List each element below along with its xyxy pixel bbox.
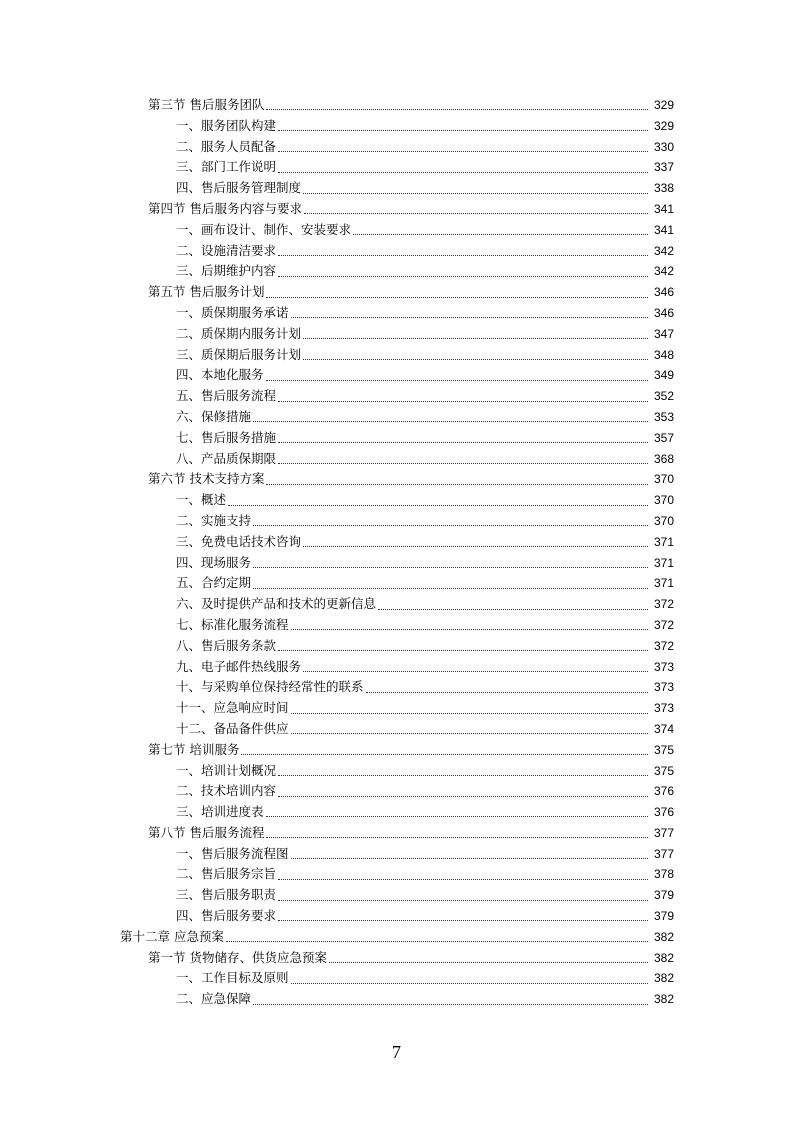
toc-entry-page: 371: [653, 555, 674, 570]
dot-leader: [278, 878, 648, 880]
toc-entry-title: 十一、应急响应时间: [176, 700, 289, 716]
dot-leader: [228, 504, 648, 506]
toc-entry-title: 第七节 培训服务: [148, 741, 240, 757]
dot-leader: [303, 192, 648, 194]
toc-section-entry[interactable]: [0, 948, 793, 969]
toc-entry-title: 第六节 技术支持方案: [148, 471, 265, 487]
toc-entry-page: 370: [653, 513, 674, 528]
toc-entry-page: 372: [653, 638, 674, 653]
toc-entry-title: 二、技术培训内容: [176, 783, 277, 799]
toc-subsection-entry[interactable]: [0, 178, 793, 199]
toc-entry-title: 第八节 售后服务流程: [148, 824, 265, 840]
toc-entry-page: 376: [653, 784, 674, 799]
dot-leader: [291, 982, 648, 984]
dot-leader: [303, 670, 648, 672]
toc-entry-page: 373: [653, 680, 674, 695]
toc-entry-page: 370: [653, 493, 674, 508]
toc-section-entry[interactable]: [0, 95, 793, 116]
dot-leader: [291, 712, 648, 714]
toc-entry-page: 357: [653, 430, 674, 445]
toc-subsection-entry[interactable]: [0, 802, 793, 823]
toc-entry-page: 329: [653, 118, 674, 133]
toc-entry-page: 382: [653, 971, 674, 986]
toc-subsection-entry[interactable]: [0, 864, 793, 885]
toc-subsection-entry[interactable]: [0, 157, 793, 178]
toc-subsection-entry[interactable]: [0, 636, 793, 657]
toc-entry-title: 三、部门工作说明: [176, 159, 277, 175]
toc-entry-title: 六、保修措施: [176, 408, 252, 424]
toc-subsection-entry[interactable]: [0, 594, 793, 615]
dot-leader: [278, 649, 648, 651]
toc-subsection-entry[interactable]: [0, 885, 793, 906]
toc-subsection-entry[interactable]: [0, 261, 793, 282]
page-number: 7: [392, 1042, 401, 1062]
toc-entry-title: 一、服务团队构建: [176, 117, 277, 133]
dot-leader: [253, 524, 648, 526]
toc-entry-page: 342: [653, 264, 674, 279]
toc-entry-page: 375: [653, 763, 674, 778]
toc-entry-title: 五、合约定期: [176, 575, 252, 591]
toc-section-entry[interactable]: [0, 740, 793, 761]
toc-subsection-entry[interactable]: [0, 386, 793, 407]
toc-entry-page: 329: [653, 98, 674, 112]
toc-entry-page: 377: [653, 825, 674, 840]
toc-subsection-entry[interactable]: [0, 220, 793, 241]
toc-subsection-entry[interactable]: [0, 345, 793, 366]
toc-subsection-entry[interactable]: [0, 241, 793, 262]
dot-leader: [278, 462, 648, 464]
dot-leader: [266, 815, 648, 817]
dot-leader: [291, 857, 648, 859]
toc-entry-title: 十二、备品备件供应: [176, 720, 289, 736]
dot-leader: [253, 1003, 648, 1005]
toc-subsection-entry[interactable]: [0, 303, 793, 324]
toc-entry-page: 346: [653, 305, 674, 320]
toc-entry-title: 一、培训计划概况: [176, 762, 277, 778]
toc-subsection-entry[interactable]: [0, 677, 793, 698]
dot-leader: [266, 379, 648, 381]
toc-entry-title: 三、培训进度表: [176, 804, 264, 820]
dot-leader: [278, 150, 648, 152]
toc-entry-page: 348: [653, 347, 674, 362]
toc-chapter-entry[interactable]: [0, 927, 793, 948]
toc-subsection-entry[interactable]: [0, 365, 793, 386]
toc-entry-page: 341: [653, 222, 674, 237]
toc-entry-page: 377: [653, 846, 674, 861]
toc-entry-title: 一、工作目标及原则: [176, 970, 289, 986]
toc-entry-title: 一、质保期服务承诺: [176, 304, 289, 320]
dot-leader: [278, 129, 648, 131]
toc-entry-title: 四、本地化服务: [176, 367, 264, 383]
dot-leader: [278, 254, 648, 256]
toc-entry-title: 四、现场服务: [176, 554, 252, 570]
toc-entry-page: 368: [653, 451, 674, 466]
dot-leader: [278, 171, 648, 173]
toc-entry-title: 七、标准化服务流程: [176, 616, 289, 632]
toc-subsection-entry[interactable]: [0, 137, 793, 158]
dot-leader: [291, 732, 648, 734]
toc-entry-page: 378: [653, 867, 674, 882]
dot-leader: [241, 753, 648, 755]
dot-leader: [303, 545, 648, 547]
toc-entry-page: 330: [653, 139, 674, 154]
dot-leader: [278, 441, 648, 443]
dot-leader: [278, 275, 648, 277]
dot-leader: [253, 587, 648, 589]
toc-subsection-entry[interactable]: [0, 698, 793, 719]
toc-entry-title: 七、售后服务措施: [176, 429, 277, 445]
toc-entry-title: 三、免费电话技术咨询: [176, 533, 302, 549]
dot-leader: [253, 566, 648, 568]
toc-entry-page: 370: [653, 472, 674, 487]
toc-entry-title: 九、电子邮件热线服务: [176, 658, 302, 674]
toc-section-entry[interactable]: [0, 469, 793, 490]
toc-subsection-entry[interactable]: [0, 989, 793, 1010]
dot-leader: [353, 233, 648, 235]
dot-leader: [291, 628, 648, 630]
toc-subsection-entry[interactable]: [0, 407, 793, 428]
toc-entry-title: 四、售后服务要求: [176, 908, 277, 924]
toc-section-entry[interactable]: [0, 282, 793, 303]
dot-leader: [329, 961, 648, 963]
toc-entry-page: 379: [653, 888, 674, 903]
toc-entry-title: 二、质保期内服务计划: [176, 325, 302, 341]
toc-entry-title: 二、服务人员配备: [176, 138, 277, 154]
toc-subsection-entry[interactable]: [0, 511, 793, 532]
toc-entry-page: 346: [653, 285, 674, 300]
toc-entry-title: 六、及时提供产品和技术的更新信息: [176, 596, 377, 612]
toc-subsection-entry[interactable]: [0, 532, 793, 553]
toc-entry-title: 第四节 售后服务内容与要求: [148, 200, 302, 216]
toc-entry-page: 338: [653, 181, 674, 196]
dot-leader: [304, 212, 648, 214]
toc-entry-page: 372: [653, 617, 674, 632]
toc-entry-page: 382: [653, 992, 674, 1007]
toc-entry-page: 379: [653, 909, 674, 924]
toc-entry-page: 349: [653, 368, 674, 383]
toc-subsection-entry[interactable]: [0, 761, 793, 782]
toc-entry-page: 353: [653, 409, 674, 424]
toc-subsection-entry[interactable]: [0, 490, 793, 511]
dot-leader: [226, 940, 648, 942]
toc-entry-title: 五、售后服务流程: [176, 388, 277, 404]
toc-section-entry[interactable]: [0, 199, 793, 220]
toc-entry-title: 三、后期维护内容: [176, 263, 277, 279]
toc-section-entry[interactable]: [0, 823, 793, 844]
toc-subsection-entry[interactable]: [0, 573, 793, 594]
toc-entry-title: 二、应急保障: [176, 991, 252, 1007]
toc-entry-title: 八、产品质保期限: [176, 450, 277, 466]
toc-entry-title: 第一节 货物储存、供货应急预案: [148, 949, 327, 965]
toc-subsection-entry[interactable]: [0, 781, 793, 802]
toc-entry-page: 342: [653, 243, 674, 258]
dot-leader: [366, 691, 648, 693]
dot-leader: [266, 483, 648, 485]
toc-subsection-entry[interactable]: [0, 449, 793, 470]
toc-entry-page: 376: [653, 805, 674, 820]
toc-entry-page: 371: [653, 576, 674, 591]
toc-subsection-entry[interactable]: [0, 906, 793, 927]
toc-entry-title: 四、售后服务管理制度: [176, 180, 302, 196]
toc-entry-title: 一、画布设计、制作、安装要求: [176, 221, 352, 237]
toc-entry-page: 373: [653, 659, 674, 674]
toc-entry-title: 二、售后服务宗旨: [176, 866, 277, 882]
toc-entry-title: 一、概述: [176, 492, 227, 508]
dot-leader: [278, 899, 648, 901]
dot-leader: [303, 337, 648, 339]
toc-entry-page: 373: [653, 701, 674, 716]
dot-leader: [266, 296, 648, 298]
toc-entry-title: 十、与采购单位保持经常性的联系: [176, 679, 364, 695]
dot-leader: [278, 919, 648, 921]
dot-leader: [278, 795, 648, 797]
toc-entry-page: 347: [653, 326, 674, 341]
toc-subsection-entry[interactable]: [0, 844, 793, 865]
toc-entry-title: 二、设施清洁要求: [176, 242, 277, 258]
toc-subsection-entry[interactable]: [0, 553, 793, 574]
dot-leader: [266, 108, 648, 110]
toc-subsection-entry[interactable]: [0, 719, 793, 740]
toc-subsection-entry[interactable]: [0, 428, 793, 449]
toc-entry-page: 382: [653, 950, 674, 965]
toc-entry-page: 341: [653, 201, 674, 216]
toc-entry-title: 第十二章 应急预案: [120, 928, 224, 944]
toc-entry-page: 371: [653, 534, 674, 549]
table-of-contents: [0, 95, 793, 1010]
toc-entry-page: 352: [653, 389, 674, 404]
dot-leader: [291, 316, 648, 318]
dot-leader: [378, 608, 648, 610]
toc-entry-title: 二、实施支持: [176, 512, 252, 528]
toc-subsection-entry[interactable]: [0, 657, 793, 678]
toc-entry-title: 第五节 售后服务计划: [148, 284, 265, 300]
toc-entry-page: 375: [653, 742, 674, 757]
toc-entry-page: 337: [653, 160, 674, 175]
toc-entry-page: 372: [653, 597, 674, 612]
toc-entry-title: 三、售后服务职责: [176, 887, 277, 903]
dot-leader: [303, 358, 648, 360]
toc-entry-title: 一、售后服务流程图: [176, 845, 289, 861]
dot-leader: [278, 774, 648, 776]
toc-entry-title: 八、售后服务条款: [176, 637, 277, 653]
toc-entry-page: 382: [653, 929, 674, 944]
toc-subsection-entry[interactable]: [0, 968, 793, 989]
toc-entry-page: 374: [653, 721, 674, 736]
toc-subsection-entry[interactable]: [0, 615, 793, 636]
dot-leader: [253, 420, 648, 422]
toc-entry-title: 三、质保期后服务计划: [176, 346, 302, 362]
toc-entry-title: 第三节 售后服务团队: [148, 97, 265, 112]
toc-subsection-entry[interactable]: [0, 116, 793, 137]
dot-leader: [278, 400, 648, 402]
toc-subsection-entry[interactable]: [0, 324, 793, 345]
dot-leader: [266, 836, 648, 838]
